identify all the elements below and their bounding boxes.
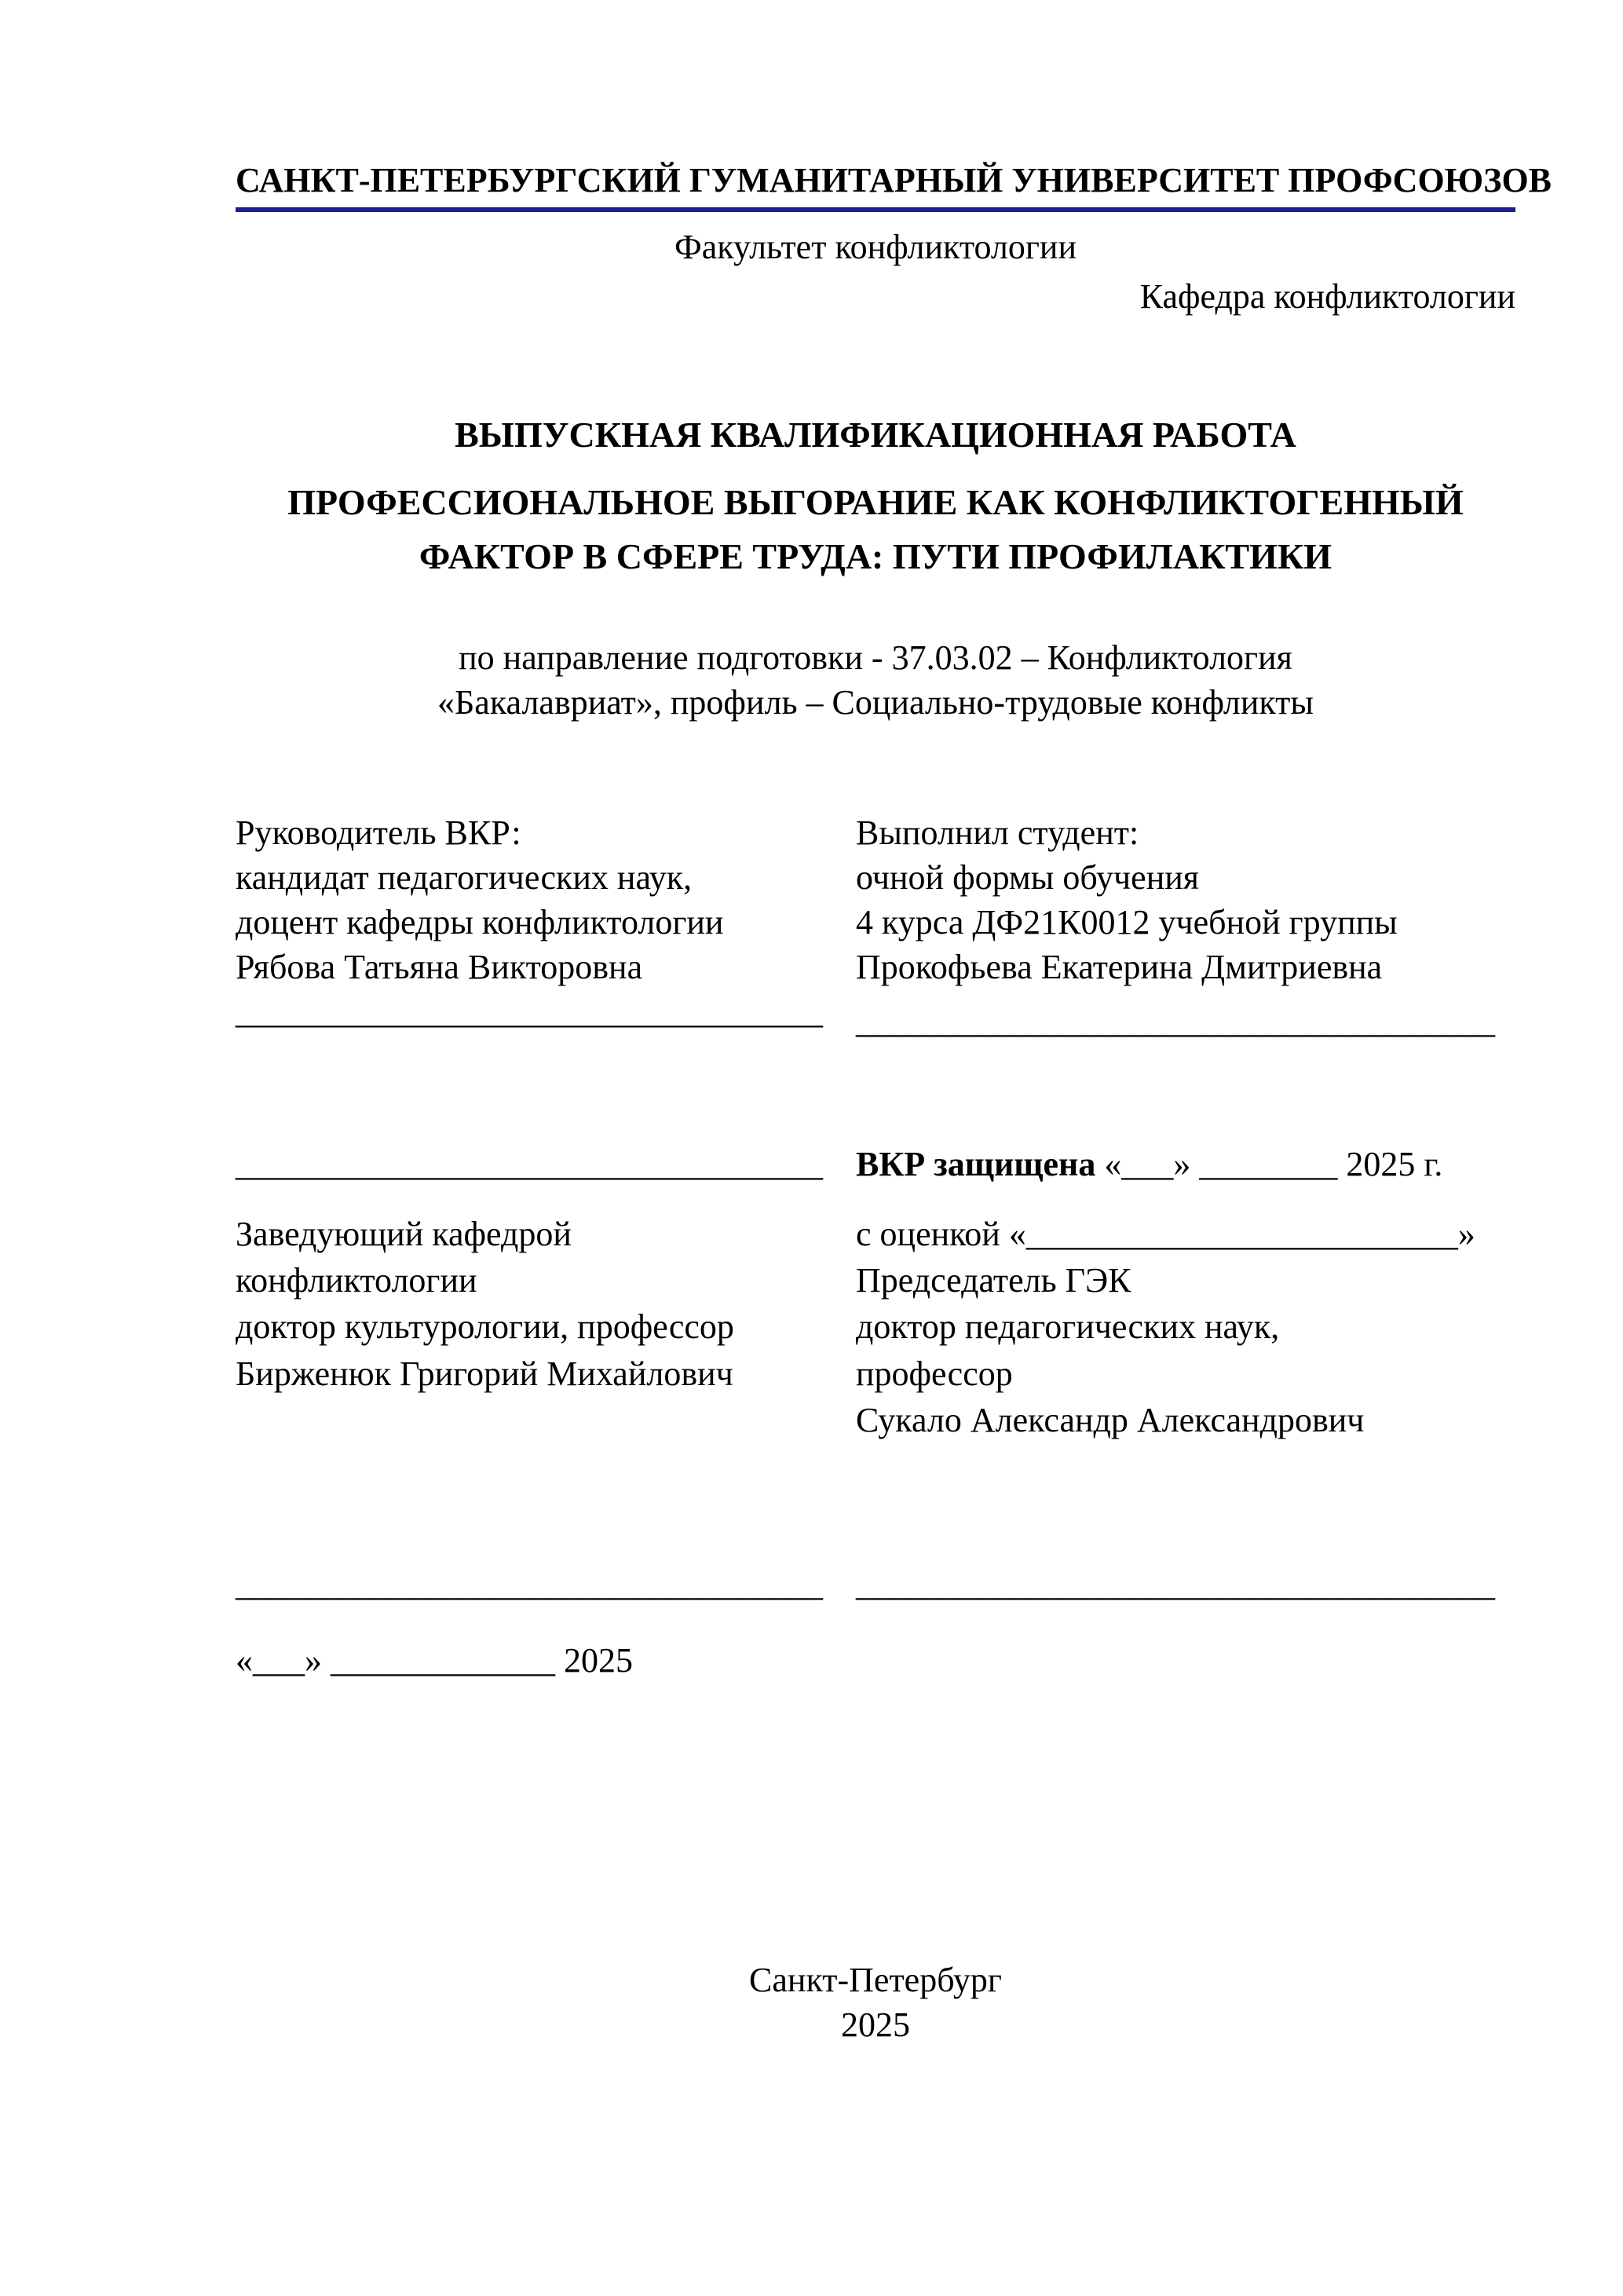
defense-date-line	[856, 1142, 1515, 1186]
signature-lines-row	[236, 1562, 1515, 1607]
student-group: 4 курса ДФ21К0012 учебной группы	[856, 902, 1398, 941]
chair-position: профессор	[856, 1354, 1013, 1393]
student-section	[856, 810, 1515, 1044]
chair-role: Председатель ГЭК	[856, 1261, 1131, 1300]
defense-date-cell	[856, 1142, 1515, 1186]
head-signature-cell	[236, 1562, 856, 1607]
grade-line: с оценкой «_________________________»	[856, 1214, 1475, 1253]
direction-line2: «Бакалавриат», профиль – Социально-трудовые конфликты	[437, 683, 1314, 722]
footer-city: Санкт-Петербург	[749, 1960, 1002, 1999]
head-role-line2: конфликтологии	[236, 1261, 477, 1300]
direction-line1: по направление подготовки - 37.03.02 – Конфликтология	[459, 638, 1292, 678]
chair-signature-line: _____________________________________	[856, 1564, 1495, 1603]
supervisor-name: Рябова Татьяна Викторовна	[236, 948, 643, 987]
supervisor-position: доцент кафедры конфликтологии	[236, 902, 724, 941]
supervisor-degree: кандидат педагогических наук,	[236, 857, 693, 897]
head-degree: доктор культурологии, профессор	[236, 1307, 734, 1347]
footer-block	[236, 1958, 1515, 2047]
supervisor-student-block	[236, 810, 1515, 1044]
head-signature-line: __________________________________	[236, 1564, 823, 1603]
head-name: Бирженюк Григорий Михайлович	[236, 1354, 733, 1393]
head-and-chair-block	[236, 1211, 1515, 1444]
chair-signature-cell	[856, 1562, 1515, 1607]
university-name: САНКТ-ПЕТЕРБУРГСКИЙ ГУМАНИТАРНЫЙ УНИВЕРСИТЕТ ПРОФСОЮЗОВ	[236, 161, 1515, 212]
head-section	[236, 1211, 856, 1444]
defense-date-row	[236, 1142, 1515, 1186]
defense-defended-label: ВКР защищена	[856, 1145, 1096, 1184]
thesis-title	[236, 475, 1515, 583]
supervisor-role: Руководитель ВКР:	[236, 813, 521, 852]
head-role-line1: Заведующий кафедрой	[236, 1214, 572, 1253]
student-study-form: очной формы обучения	[856, 857, 1200, 897]
chair-section	[856, 1211, 1515, 1444]
supervisor-section	[236, 810, 856, 1044]
department-line: Кафедра конфликтологии	[1139, 276, 1515, 316]
student-role: Выполнил студент:	[856, 813, 1139, 852]
page-content	[236, 0, 1552, 2047]
faculty-line: Факультет конфликтологии	[674, 227, 1077, 266]
chair-degree: доктор педагогических наук,	[856, 1307, 1280, 1347]
head-pre-signature	[236, 1142, 856, 1186]
head-date-line: «___» _____________ 2025	[236, 1640, 633, 1680]
chair-name: Сукало Александр Александрович	[856, 1401, 1365, 1440]
head-pre-signature-line: __________________________________	[236, 1145, 823, 1184]
footer-year: 2025	[841, 2005, 910, 2045]
defense-defended-rest: «___» ________ 2025 г.	[1095, 1145, 1443, 1184]
thesis-title-line2: ФАКТОР В СФЕРЕ ТРУДА: ПУТИ ПРОФИЛАКТИКИ	[419, 536, 1332, 577]
supervisor-signature-line: __________________________________	[236, 993, 823, 1032]
student-name: Прокофьева Екатерина Дмитриевна	[856, 948, 1383, 987]
work-type-heading: ВЫПУСКНАЯ КВАЛИФИКАЦИОННАЯ РАБОТА	[455, 414, 1296, 455]
student-signature-line: _____________________________________	[856, 1002, 1495, 1041]
direction-block	[236, 635, 1515, 725]
thesis-title-line1: ПРОФЕССИОНАЛЬНОЕ ВЫГОРАНИЕ КАК КОНФЛИКТОГЕННЫЙ	[287, 482, 1464, 523]
